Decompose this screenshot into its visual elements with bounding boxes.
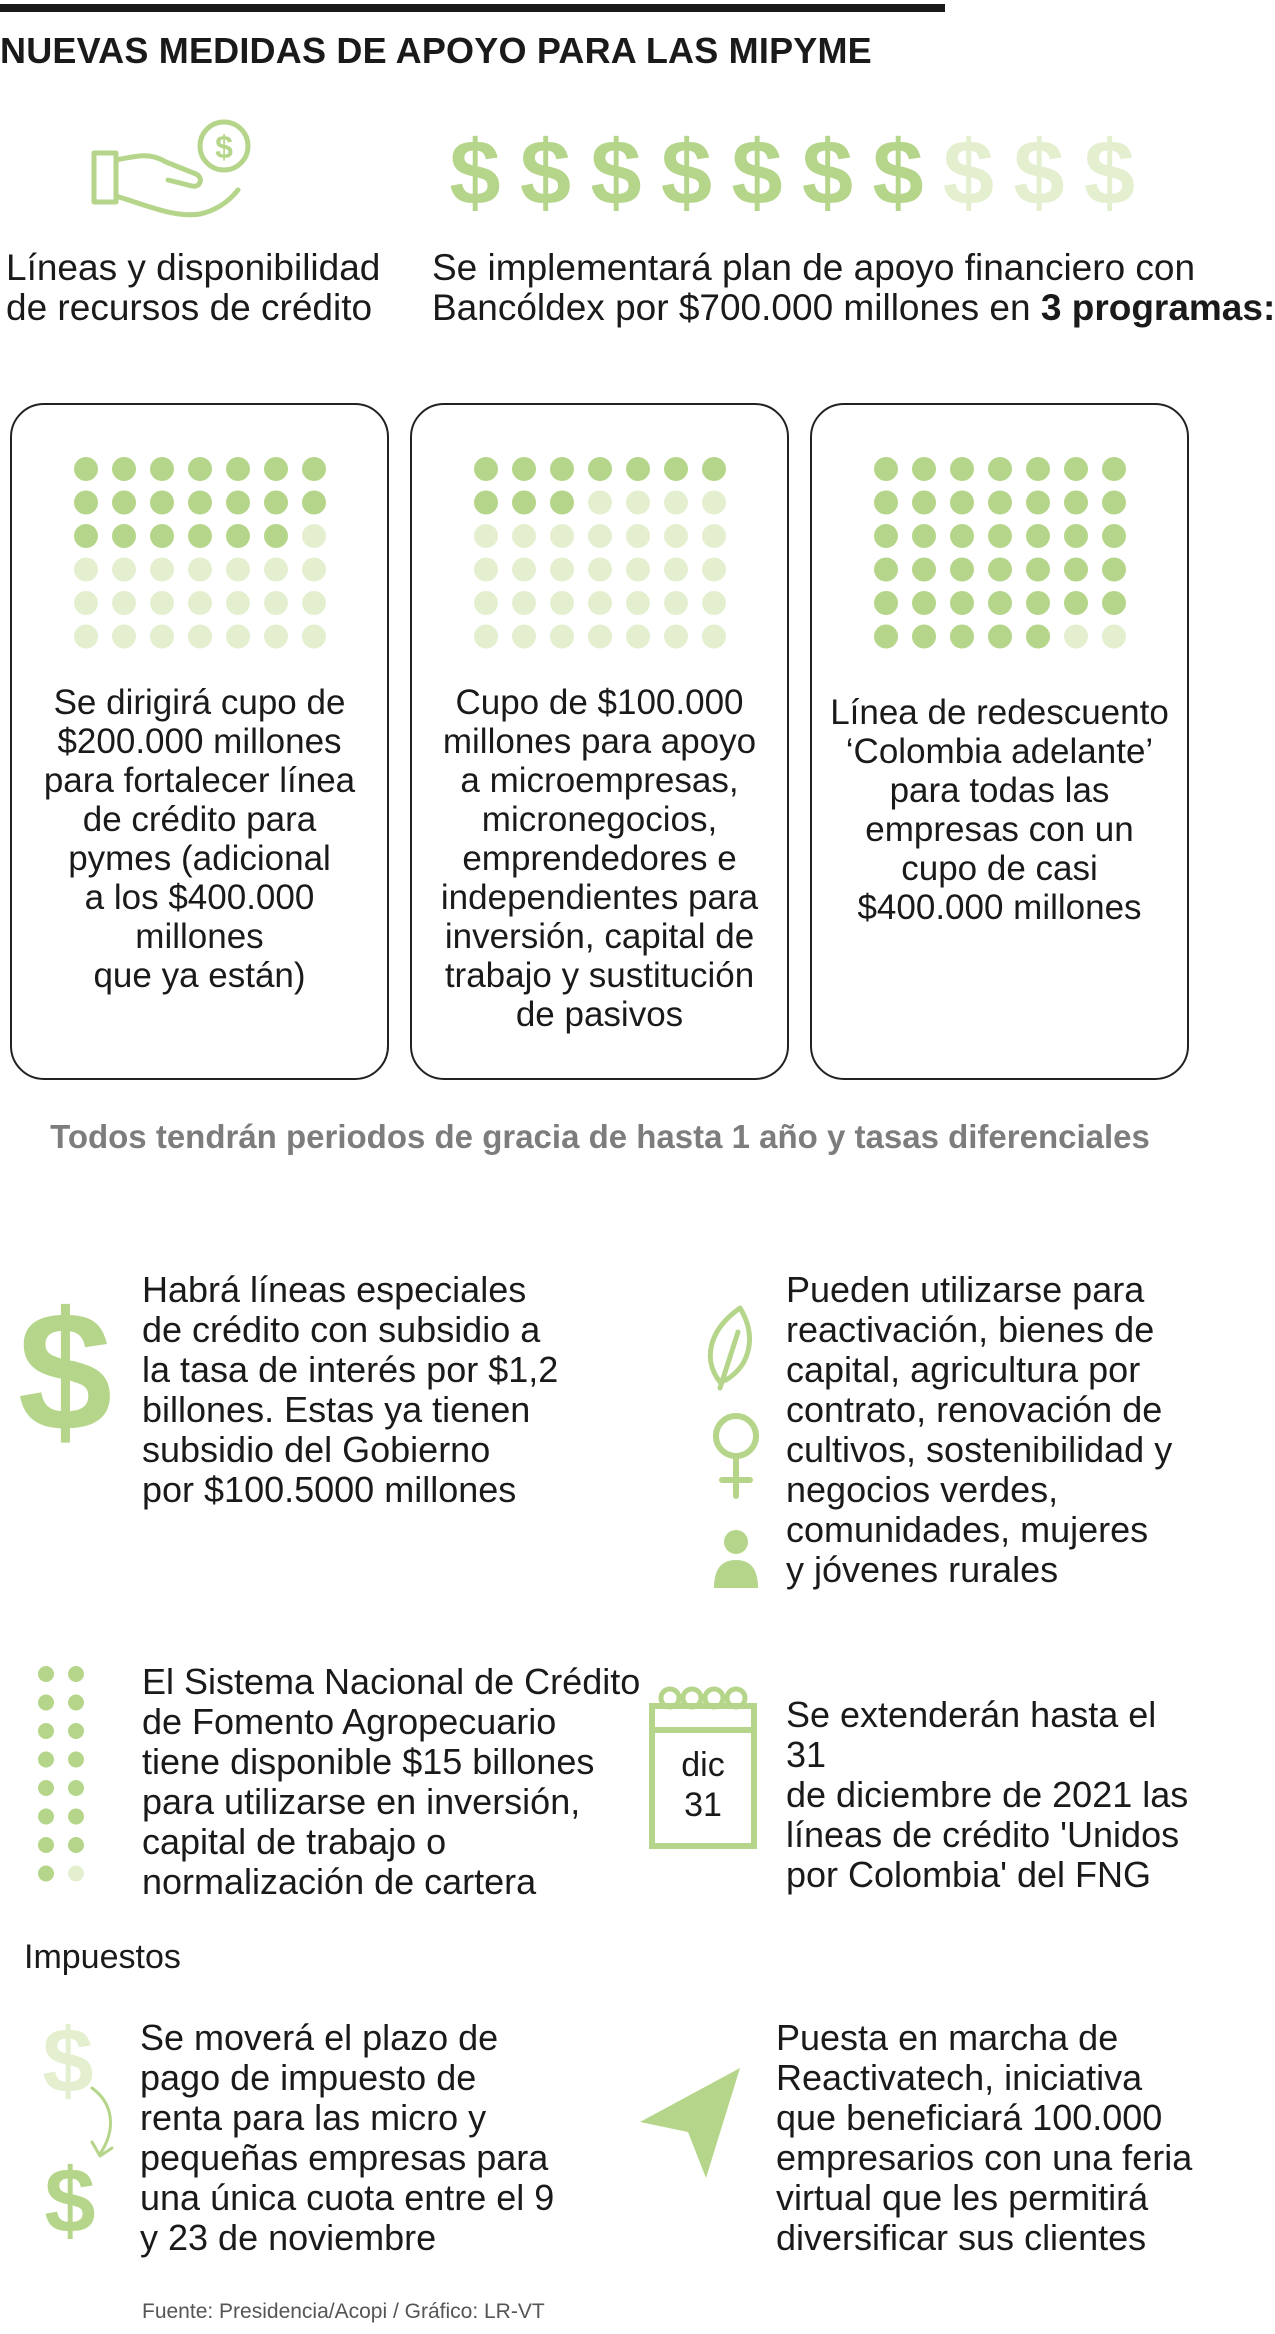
intro-right-text bbox=[432, 248, 1275, 328]
special-lines-text bbox=[142, 1270, 558, 1510]
intro-left-text bbox=[6, 248, 380, 328]
measure-line: contrato, renovación de bbox=[786, 1389, 1163, 1430]
program-dot bbox=[226, 625, 250, 649]
program-line: $400.000 millones bbox=[857, 888, 1142, 927]
program-2-text bbox=[426, 683, 773, 1034]
program-dot bbox=[1026, 524, 1050, 548]
program-dot bbox=[702, 491, 726, 515]
program-dot bbox=[302, 524, 326, 548]
column-dot bbox=[68, 1780, 84, 1796]
measure-line: y jóvenes rurales bbox=[786, 1549, 1059, 1590]
measure-line: Se extenderán hasta el 31 bbox=[786, 1694, 1157, 1775]
program-line: micronegocios, bbox=[481, 800, 718, 839]
program-dot bbox=[302, 491, 326, 515]
program-dot bbox=[1064, 558, 1088, 582]
dot-column-icon bbox=[36, 1664, 96, 1884]
dollar-sign-mark: $ bbox=[801, 122, 854, 224]
person-icon bbox=[712, 1528, 760, 1590]
svg-text:$: $ bbox=[17, 1277, 113, 1467]
page-title: NUEVAS MEDIDAS DE APOYO PARA LAS MIPYME bbox=[0, 30, 872, 71]
program-dot bbox=[874, 625, 898, 649]
program-dot bbox=[512, 558, 536, 582]
measure-line: de Fomento Agropecuario bbox=[142, 1701, 557, 1742]
column-dot bbox=[68, 1695, 84, 1711]
program-dot bbox=[226, 491, 250, 515]
program-dot bbox=[74, 491, 98, 515]
program-dot bbox=[588, 591, 612, 615]
column-dot bbox=[68, 1866, 84, 1882]
program-dot bbox=[474, 625, 498, 649]
program-dot bbox=[112, 558, 136, 582]
program-dot bbox=[302, 558, 326, 582]
program-dot bbox=[150, 558, 174, 582]
program-dot bbox=[874, 457, 898, 481]
program-dot bbox=[874, 591, 898, 615]
program-dot bbox=[112, 625, 136, 649]
dollar-sign-mark: $ bbox=[872, 122, 924, 224]
program-line: para fortalecer línea bbox=[43, 761, 356, 800]
measure-line: tiene disponible $15 billones bbox=[142, 1741, 595, 1782]
program-dot bbox=[912, 491, 936, 515]
agro-system-text bbox=[142, 1662, 640, 1902]
program-line: Línea de redescuento bbox=[830, 693, 1169, 732]
program-dot bbox=[874, 558, 898, 582]
program-dot bbox=[1102, 591, 1126, 615]
program-dot bbox=[912, 625, 936, 649]
hand-coin-icon bbox=[88, 118, 263, 238]
column-dot bbox=[68, 1809, 84, 1825]
program-dot bbox=[512, 491, 536, 515]
column-dot bbox=[38, 1666, 54, 1682]
program-dot bbox=[150, 457, 174, 481]
program-dot bbox=[664, 524, 688, 548]
program-line: empresas con un bbox=[865, 810, 1134, 849]
programs-count: 3 programas: bbox=[1040, 287, 1275, 328]
intro-right-line: Bancóldex por $700.000 millones en bbox=[432, 287, 1041, 328]
program-dot bbox=[702, 591, 726, 615]
dollar-sign-mark: $ bbox=[1083, 122, 1136, 224]
program-dot bbox=[550, 457, 574, 481]
measure-line: Habrá líneas especiales bbox=[142, 1269, 527, 1310]
program-dot bbox=[1026, 558, 1050, 582]
program-line: de crédito para bbox=[82, 800, 317, 839]
program-dot bbox=[302, 457, 326, 481]
program-dot bbox=[188, 625, 212, 649]
program-dot bbox=[664, 457, 688, 481]
tax-line: una única cuota entre el 9 bbox=[140, 2177, 555, 2218]
program-dot bbox=[112, 591, 136, 615]
tax-deadline-text bbox=[140, 2018, 554, 2258]
program-dot bbox=[264, 625, 288, 649]
curved-arrow-icon bbox=[84, 2084, 124, 2164]
program-dot bbox=[1064, 591, 1088, 615]
program-dot bbox=[264, 591, 288, 615]
program-dot bbox=[74, 524, 98, 548]
column-dot bbox=[38, 1723, 54, 1739]
measure-line: normalización de cartera bbox=[142, 1861, 537, 1902]
measure-line: líneas de crédito 'Unidos bbox=[786, 1814, 1180, 1855]
program-dot bbox=[626, 625, 650, 649]
program-dot bbox=[588, 558, 612, 582]
program-dot bbox=[550, 625, 574, 649]
column-dot bbox=[38, 1809, 54, 1825]
svg-text:$: $ bbox=[44, 2150, 96, 2252]
program-dot bbox=[150, 625, 174, 649]
program-dot bbox=[474, 457, 498, 481]
program-dot bbox=[226, 591, 250, 615]
program-dot bbox=[112, 457, 136, 481]
program-dot bbox=[950, 558, 974, 582]
program-dot bbox=[588, 625, 612, 649]
tax-line: Reactivatech, iniciativa bbox=[776, 2057, 1143, 2098]
program-dot bbox=[74, 625, 98, 649]
program-dot bbox=[988, 524, 1012, 548]
program-line: ‘Colombia adelante’ bbox=[845, 732, 1154, 771]
program-dot bbox=[264, 491, 288, 515]
measure-line: Pueden utilizarse para bbox=[786, 1269, 1145, 1310]
program-card-3 bbox=[810, 403, 1189, 1080]
program-line: de pasivos bbox=[515, 995, 684, 1034]
program-dot bbox=[474, 558, 498, 582]
program-dot bbox=[988, 625, 1012, 649]
program-dot bbox=[226, 558, 250, 582]
column-dot bbox=[38, 1695, 54, 1711]
dollar-sign-icon bbox=[17, 1277, 113, 1467]
program-3-text bbox=[826, 693, 1173, 927]
program-dot bbox=[1102, 491, 1126, 515]
program-dot bbox=[626, 558, 650, 582]
leaf-icon bbox=[700, 1302, 762, 1392]
program-1-dot-grid bbox=[72, 455, 332, 655]
measure-line: comunidades, mujeres bbox=[786, 1509, 1149, 1550]
measure-line: por Colombia' del FNG bbox=[786, 1854, 1152, 1895]
program-dot bbox=[950, 524, 974, 548]
column-dot bbox=[68, 1723, 84, 1739]
program-dot bbox=[950, 457, 974, 481]
intro-left-line: de recursos de crédito bbox=[6, 287, 373, 328]
program-dot bbox=[1026, 491, 1050, 515]
svg-text:$: $ bbox=[42, 2010, 94, 2112]
measure-line: reactivación, bienes de bbox=[786, 1309, 1155, 1350]
program-dot bbox=[74, 591, 98, 615]
measure-line: capital de trabajo o bbox=[142, 1821, 447, 1862]
column-dot bbox=[38, 1837, 54, 1853]
reactivatech-text bbox=[776, 2018, 1192, 2258]
measure-line: por $100.5000 millones bbox=[142, 1469, 517, 1510]
program-dot bbox=[1102, 558, 1126, 582]
program-line: a los $400.000 bbox=[84, 878, 315, 917]
program-line: inversión, capital de bbox=[444, 917, 755, 956]
program-line: cupo de casi bbox=[901, 849, 1098, 888]
tax-line: Puesta en marcha de bbox=[776, 2017, 1119, 2058]
program-3-dot-grid bbox=[872, 455, 1132, 655]
dollar-sign-mark: $ bbox=[519, 122, 572, 224]
program-dot bbox=[226, 524, 250, 548]
program-line: para todas las bbox=[889, 771, 1110, 810]
program-dot bbox=[264, 558, 288, 582]
program-dot bbox=[912, 591, 936, 615]
program-dot bbox=[874, 491, 898, 515]
column-dot bbox=[68, 1752, 84, 1768]
program-line: independientes para bbox=[440, 878, 759, 917]
program-dot bbox=[626, 491, 650, 515]
source-credit: Fuente: Presidencia/Acopi / Gráfico: LR-VT bbox=[142, 2300, 545, 2323]
tax-line: pago de impuesto de bbox=[140, 2057, 477, 2098]
program-dot bbox=[188, 491, 212, 515]
program-dot bbox=[1026, 625, 1050, 649]
dollar-sign-mark: $ bbox=[660, 122, 713, 224]
tax-line: que beneficiará 100.000 bbox=[776, 2097, 1163, 2138]
measure-line: negocios verdes, bbox=[786, 1469, 1059, 1510]
column-dot bbox=[38, 1866, 54, 1882]
program-dot bbox=[664, 491, 688, 515]
program-dot bbox=[1064, 491, 1088, 515]
program-dot bbox=[1026, 457, 1050, 481]
uses-text bbox=[786, 1270, 1172, 1590]
program-dot bbox=[874, 524, 898, 548]
program-dot bbox=[1064, 524, 1088, 548]
tax-line: empresarios con una feria bbox=[776, 2137, 1193, 2178]
program-dot bbox=[950, 491, 974, 515]
program-dot bbox=[550, 491, 574, 515]
program-dot bbox=[474, 591, 498, 615]
program-dot bbox=[988, 491, 1012, 515]
program-dot bbox=[188, 558, 212, 582]
program-dot bbox=[264, 457, 288, 481]
program-dot bbox=[264, 524, 288, 548]
measure-line: de diciembre de 2021 las bbox=[786, 1774, 1189, 1815]
program-dot bbox=[950, 625, 974, 649]
program-line: trabajo y sustitución bbox=[444, 956, 755, 995]
program-dot bbox=[664, 591, 688, 615]
tax-line: pequeñas empresas para bbox=[140, 2137, 549, 2178]
program-dot bbox=[912, 457, 936, 481]
tax-line: virtual que les permitirá bbox=[776, 2177, 1149, 2218]
program-line: emprendedores e bbox=[462, 839, 737, 878]
program-line: Se dirigirá cupo de bbox=[53, 683, 346, 722]
program-2-dot-grid bbox=[472, 455, 732, 655]
taxes-heading: Impuestos bbox=[24, 1938, 181, 1976]
program-dot bbox=[550, 558, 574, 582]
dollar-sign-mark: $ bbox=[1013, 122, 1065, 224]
program-dot bbox=[550, 524, 574, 548]
program-card-2 bbox=[410, 403, 789, 1080]
column-dot bbox=[68, 1837, 84, 1853]
program-dot bbox=[626, 591, 650, 615]
column-dot bbox=[38, 1780, 54, 1796]
program-dot bbox=[188, 591, 212, 615]
cursor-arrow-icon bbox=[636, 2064, 746, 2184]
tax-line: diversificar sus clientes bbox=[776, 2217, 1147, 2258]
program-dot bbox=[474, 491, 498, 515]
program-dot bbox=[512, 591, 536, 615]
program-dot bbox=[912, 558, 936, 582]
program-dot bbox=[1102, 457, 1126, 481]
program-line: $200.000 millones bbox=[57, 722, 342, 761]
program-dot bbox=[302, 591, 326, 615]
program-dot bbox=[74, 558, 98, 582]
program-dot bbox=[702, 524, 726, 548]
tax-line: y 23 de noviembre bbox=[140, 2217, 437, 2258]
program-dot bbox=[150, 591, 174, 615]
program-line: millones para apoyo bbox=[442, 722, 757, 761]
program-dot bbox=[988, 558, 1012, 582]
calendar-day: 31 bbox=[684, 1786, 722, 1824]
column-dot bbox=[38, 1752, 54, 1768]
program-line: Cupo de $100.000 bbox=[455, 683, 744, 722]
program-dot bbox=[150, 491, 174, 515]
program-line: a microempresas, bbox=[460, 761, 739, 800]
svg-text:$: $ bbox=[215, 129, 233, 165]
program-dot bbox=[74, 457, 98, 481]
measure-line: cultivos, sostenibilidad y bbox=[786, 1429, 1173, 1470]
tax-line: renta para las micro y bbox=[140, 2097, 487, 2138]
program-dot bbox=[626, 457, 650, 481]
program-dot bbox=[664, 558, 688, 582]
dollar-sign-mark: $ bbox=[942, 122, 995, 224]
program-dot bbox=[626, 524, 650, 548]
program-dot bbox=[1026, 591, 1050, 615]
program-dot bbox=[950, 591, 974, 615]
program-dot bbox=[1064, 457, 1088, 481]
program-dot bbox=[702, 625, 726, 649]
dollar-sign-mark: $ bbox=[731, 122, 783, 224]
program-dot bbox=[112, 524, 136, 548]
program-dot bbox=[588, 491, 612, 515]
dollar-sign-mark: $ bbox=[449, 122, 501, 224]
program-dot bbox=[512, 625, 536, 649]
female-symbol-icon bbox=[706, 1410, 766, 1500]
measure-line: El Sistema Nacional de Crédito bbox=[142, 1661, 641, 1702]
fng-text bbox=[786, 1695, 1200, 1895]
program-dot bbox=[112, 491, 136, 515]
tax-line: Se moverá el plazo de bbox=[140, 2017, 499, 2058]
program-dot bbox=[588, 457, 612, 481]
program-dot bbox=[664, 625, 688, 649]
top-rule bbox=[0, 4, 945, 12]
program-dot bbox=[512, 457, 536, 481]
program-dot bbox=[474, 524, 498, 548]
measure-line: de crédito con subsidio a bbox=[142, 1309, 541, 1350]
program-dot bbox=[1102, 625, 1126, 649]
dollar-signs-row bbox=[440, 120, 1160, 224]
measure-line: capital, agricultura por bbox=[786, 1349, 1141, 1390]
program-line: millones bbox=[135, 917, 264, 956]
measure-line: subsidio del Gobierno bbox=[142, 1429, 491, 1470]
program-dot bbox=[588, 524, 612, 548]
program-dot bbox=[150, 524, 174, 548]
program-dot bbox=[1064, 625, 1088, 649]
measure-line: para utilizarse en inversión, bbox=[142, 1781, 581, 1822]
program-dot bbox=[512, 524, 536, 548]
program-dot bbox=[912, 524, 936, 548]
program-dot bbox=[550, 591, 574, 615]
program-dot bbox=[226, 457, 250, 481]
intro-right-line: Se implementará plan de apoyo financiero con bbox=[432, 247, 1196, 288]
measure-line: billones. Estas ya tienen bbox=[142, 1389, 531, 1430]
program-dot bbox=[188, 524, 212, 548]
measure-line: la tasa de interés por $1,2 bbox=[142, 1349, 559, 1390]
program-line: pymes (adicional bbox=[68, 839, 331, 878]
calendar-date bbox=[652, 1745, 754, 1825]
program-dot bbox=[188, 457, 212, 481]
program-dot bbox=[988, 591, 1012, 615]
program-dot bbox=[1102, 524, 1126, 548]
program-1-text bbox=[26, 683, 373, 995]
program-dot bbox=[302, 625, 326, 649]
dollar-sign-mark: $ bbox=[590, 122, 642, 224]
column-dot bbox=[68, 1666, 84, 1682]
subheading: Todos tendrán periodos de gracia de hasta 1 año y tasas diferenciales bbox=[50, 1118, 1150, 1155]
calendar-month: dic bbox=[681, 1746, 725, 1784]
program-dot bbox=[702, 558, 726, 582]
intro-left-line: Líneas y disponibilidad bbox=[6, 247, 381, 288]
program-card-1 bbox=[10, 403, 389, 1080]
program-dot bbox=[702, 457, 726, 481]
program-dot bbox=[988, 457, 1012, 481]
program-line: que ya están) bbox=[93, 956, 306, 995]
